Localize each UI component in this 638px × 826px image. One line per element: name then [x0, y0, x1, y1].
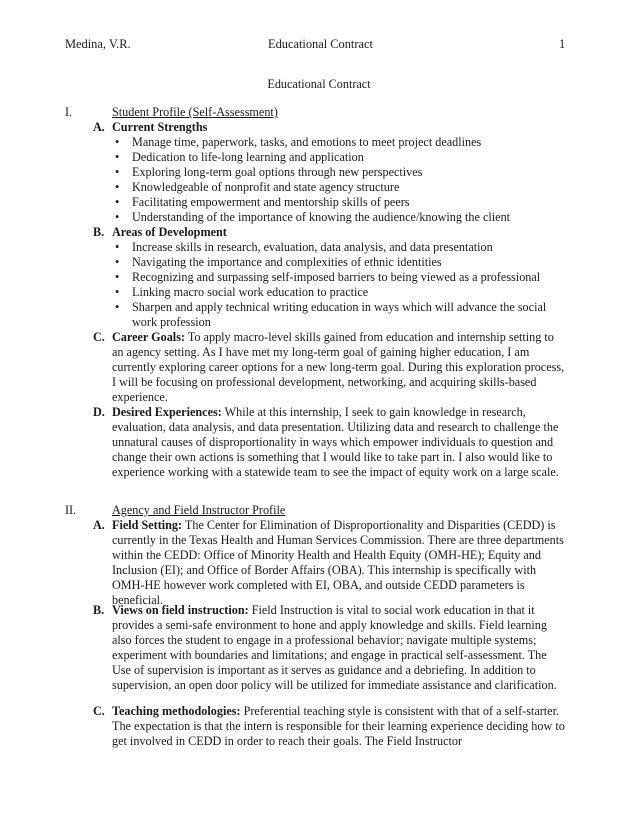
- section-1-numeral: I.: [65, 105, 73, 119]
- teaching-methodologies-label: Teaching methodologies:: [112, 704, 241, 718]
- section-2-numeral: II.: [65, 503, 77, 517]
- page-number: 1: [559, 37, 566, 51]
- list-item: • Understanding of the importance of knowing the audience/knowing the client: [112, 210, 567, 225]
- section-2c-letter: C.: [93, 704, 105, 718]
- desired-experiences-text: While at this internship, I seek to gain knowledge in research, evaluation, data analysis, and data presentation. Utilizing data and research to challenge the unnatural causes of disproportionality in ways which empower individuals to question and change their own actions is something that I would like to take part in. I also would like to experience working with a statewide team to see the impact of equity work on a large scale.: [112, 405, 559, 479]
- field-setting-text: The Center for Elimination of Disproportionality and Disparities (CEDD) is currently in the Texas Health and Human Services Commission. There are three departments within the CEDD: Office of Minority Health and Health Equity (OMH-HE); Equity and Inclusion (EI); and Office of Border Affairs (OBA). This internship is specifically with OMH-HE however work completed with EI, OBA, and outside CEDD parameters is beneficial.: [112, 518, 564, 607]
- field-instruction-paragraph: [112, 603, 567, 693]
- desired-experiences-paragraph: [112, 405, 567, 480]
- section-1b-heading: Areas of Development: [112, 225, 227, 239]
- field-instruction-label: Views on field instruction:: [112, 603, 249, 617]
- section-1d-letter: D.: [93, 405, 105, 419]
- teaching-methodologies-text: Preferential teaching style is consistent with that of a self-starter. The expectation is that the intern is responsible for their learning experience deciding how to get involved in CEDD in order to reach their goals. The Field Instructor: [112, 704, 565, 748]
- career-goals-label: Career Goals:: [112, 330, 185, 344]
- field-setting-label: Field Setting:: [112, 518, 183, 532]
- section-2a-letter: A.: [93, 518, 105, 532]
- section-1-title: Student Profile (Self-Assessment): [112, 105, 278, 119]
- header-title: Educational Contract: [268, 37, 373, 51]
- career-goals-text: To apply macro-level skills gained from education and internship setting to an agency setting. As I have met my long-term goal of gaining higher education, I am currently exploring career options for a new long-term goal. During this exploration process, I will be focusing on professional development, networking, and acquiring skills-based experience.: [112, 330, 565, 404]
- list-item: • Dedication to life-long learning and application: [112, 150, 567, 165]
- doc-title: Educational Contract: [267, 77, 371, 91]
- section-2b-letter: B.: [93, 603, 105, 617]
- section-1c-letter: C.: [93, 330, 105, 344]
- career-goals-paragraph: [112, 330, 567, 405]
- list-item: • Exploring long-term goal options through new perspectives: [112, 165, 567, 180]
- list-item: • Linking macro social work education to practice: [112, 285, 567, 300]
- section-1a-letter: A.: [93, 120, 105, 134]
- section-1a-heading: Current Strengths: [112, 120, 208, 134]
- areas-of-development-list: [112, 240, 567, 330]
- list-item: • Facilitating empowerment and mentorship skills of peers: [112, 195, 567, 210]
- desired-experiences-label: Desired Experiences:: [112, 405, 222, 419]
- header-author: Medina, V.R.: [65, 37, 131, 51]
- list-item: • Increase skills in research, evaluation, data analysis, and data presentation: [112, 240, 567, 255]
- list-item: • Recognizing and surpassing self-imposed barriers to being viewed as a professional: [112, 270, 567, 285]
- current-strengths-list: [112, 135, 567, 225]
- teaching-methodologies-paragraph: [112, 704, 567, 749]
- list-item: • Sharpen and apply technical writing education in ways which will advance the social work profession: [112, 300, 567, 330]
- list-item: • Navigating the importance and complexities of ethnic identities: [112, 255, 567, 270]
- list-item: • Knowledgeable of nonprofit and state agency structure: [112, 180, 567, 195]
- section-2-title: Agency and Field Instructor Profile: [112, 503, 286, 517]
- list-item: • Manage time, paperwork, tasks, and emotions to meet project deadlines: [112, 135, 567, 150]
- section-1b-letter: B.: [93, 225, 105, 239]
- field-setting-paragraph: [112, 518, 567, 608]
- field-instruction-text: Field Instruction is vital to social work education in that it provides a semi-safe environment to hone and apply knowledge and skills. Field learning also forces the student to engage in a professional behavior; navigate multiple systems; experiment with boundaries and limitations; and engage in practical self-assessment. The Use of supervision is important as it serves as guidance and a debriefing. In addition to supervision, an open door policy will be utilized for immediate assistance and clarification.: [112, 603, 557, 692]
